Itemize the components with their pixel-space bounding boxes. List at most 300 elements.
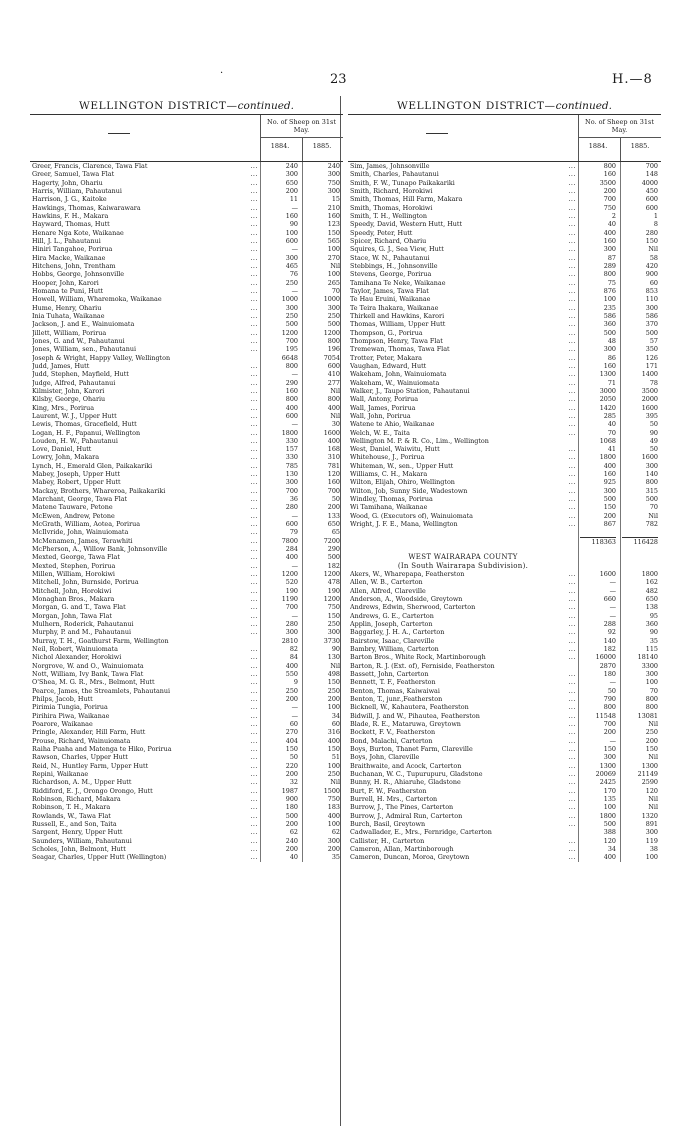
leader-dots: ... [568,794,576,803]
leader-dots: ... [250,536,258,545]
owner-name: Boys, Burton, Thanet Farm, Clareville [350,744,473,753]
owner-name: Bond, Malachi, Carterton [350,736,433,745]
sheep-1884: 195 [285,345,298,354]
sheep-1885: 196 [327,345,340,354]
leader-dots: ... [568,778,576,787]
leader-dots: ... [250,545,258,554]
table-row [30,612,343,620]
table-row [30,237,343,245]
leader-dots: ... [250,286,258,295]
table-row [348,279,661,287]
owner-name: Thirkell and Hawkins, Karori [350,311,445,320]
table-row [348,528,661,536]
table-row [348,162,661,170]
leader-dots: ... [250,811,258,820]
sheep-1884: 700 [285,603,298,612]
leader-dots: ... [568,819,576,828]
owner-name: Reid, N., Huntley Farm, Upper Hutt [32,761,149,770]
sheep-1884: 1800 [281,428,298,437]
owner-name: Hawkins, F. H., Makara [32,211,109,220]
sheep-1885: Nil [648,719,658,728]
owner-name: Smith, T. H., Wellington [350,211,427,220]
table-row [30,412,343,420]
table-row [30,478,343,486]
owner-name: Bidwill, J. and W., Pihautea, Featherston [350,711,480,720]
sheep-1884: 600 [285,236,298,245]
leader-dots: ... [250,819,258,828]
sheep-1885: 100 [327,761,340,770]
sheep-1885: 200 [327,695,340,703]
sheep-1884: 400 [285,553,298,562]
sheep-1885: 150 [327,611,340,620]
table-row [348,495,661,503]
table-row [30,262,343,270]
table-row [348,295,661,303]
sheep-1884: 400 [603,228,616,237]
leader-dots: ... [568,428,576,437]
table-row [348,645,661,653]
leader-dots: ... [250,853,258,862]
table-row [30,170,343,178]
sheep-1884: 404 [285,736,298,745]
owner-name: Wakeham, W., Wainuiomata [350,378,440,387]
sheep-1884: 3000 [599,386,616,395]
table-row [30,220,343,228]
owner-name: Burrow, J., Admiral Run, Carterton [350,811,463,820]
table-row [30,437,343,445]
leader-dots: ... [568,336,576,345]
table-row [30,195,343,203]
sheep-1884: 250 [285,278,298,287]
leader-dots: ... [568,286,576,295]
table-row [348,787,661,795]
sheep-1885: 51 [331,753,340,762]
sheep-1885: 210 [327,203,340,212]
sheep-1884: 2425 [599,778,616,787]
leader-dots: ... [568,511,576,520]
owner-name: Squires, G. J., Sea View, Hutt [350,245,444,254]
sheep-1885: 600 [327,361,340,370]
sheep-1884: 300 [285,253,298,262]
table-row [348,404,661,412]
sheep-1885: 138 [645,603,658,612]
owner-name: Barton, R. J. (Ext. of), Ferniside, Featherston [350,661,495,670]
sheep-1885: 3500 [641,386,658,395]
owner-name: Louden, H. W., Pahautanui [32,436,118,445]
sheep-1884: 84 [289,653,298,662]
table-row [348,503,661,511]
owner-name: Philps, Jacob, Hutt [32,695,93,703]
sheep-1885: 250 [645,728,658,737]
leader-dots: ... [568,361,576,370]
sheep-1885: 265 [327,278,340,287]
sheep-1885: 300 [327,836,340,845]
owner-name: Buchanan, W. C., Tupurupuru, Gladstone [350,769,483,778]
leader-dots: ... [568,478,576,487]
sheep-1884: 800 [285,361,298,370]
sheep-1885: 800 [645,478,658,487]
owner-name: Greer, Francis, Clarence, Tawa Flat [32,162,148,170]
sheep-1885: 7200 [323,536,340,545]
sheep-1884: — [291,611,298,620]
leader-dots: ... [568,853,576,862]
sheep-1885: 800 [327,336,340,345]
owner-name: Allen, Alfred, Clareville [350,586,426,595]
owner-name: Riddiford, E. J., Orongo Orongo, Hutt [32,786,153,795]
leader-dots: ... [250,803,258,812]
table-row [30,795,343,803]
table-row [30,803,343,811]
owner-name: Bicknell, W., Kahautera, Featherston [350,703,469,712]
leader-dots: ... [568,253,576,262]
sheep-1885: 500 [327,553,340,562]
sheep-1885: 450 [645,186,658,195]
sheep-1884: 700 [603,719,616,728]
leader-dots: ... [568,803,576,812]
sheep-1884: 20069 [595,769,616,778]
owner-name: Howell, William, Wharemoka, Waikanae [32,295,162,304]
table-row [30,853,343,861]
table-row [30,812,343,820]
sheep-1885: 500 [645,495,658,504]
sheep-1885: 500 [327,320,340,329]
sheep-1885: 62 [331,828,340,837]
table-row [30,770,343,778]
sheep-1885: 150 [327,678,340,687]
sheep-1885: 1600 [641,453,658,462]
sheep-1884: 180 [285,803,298,812]
leader-dots: ... [568,203,576,212]
owner-name: Akers, W., Wharepapa, Featherston [350,570,465,579]
table-row [348,437,661,445]
leader-dots: ... [568,495,576,504]
leader-dots: ... [250,378,258,387]
sheep-1885: 400 [327,736,340,745]
leader-dots: ... [568,162,576,170]
leader-dots: ... [568,245,576,254]
owner-name: Burrow, J., The Pines, Carterton [350,803,454,812]
sheep-1885: 350 [645,345,658,354]
table-row [348,853,661,861]
sheep-1884: 300 [603,486,616,495]
sheep-1884: 284 [285,545,298,554]
table-row [348,412,661,420]
table-row [348,737,661,745]
sheep-1884: 400 [603,853,616,862]
leader-dots: ... [250,361,258,370]
sheep-1885: 120 [645,786,658,795]
owner-name: Raiha Puaha and Matenga te Hiko, Porirua [32,744,172,753]
table-row [348,728,661,736]
table-row [30,645,343,653]
owner-name: Laurent, W. J., Upper Hutt [32,411,117,420]
sheep-1884: 388 [603,828,616,837]
leader-dots: ... [250,211,258,220]
sheep-1884: 700 [603,195,616,204]
sheep-1884: — [609,603,616,612]
table-row [348,387,661,395]
sheep-1885: 50 [649,420,658,429]
sheep-1884: 135 [603,794,616,803]
sheep-1885: Nil [330,261,340,270]
sheep-1884: 400 [285,661,298,670]
sheep-1884: 9 [293,678,298,687]
table-row [348,678,661,686]
owner-name: O'Shea, M. G. R., Mrs., Belmont, Hutt [32,678,155,687]
table-row [348,478,661,486]
sheep-1884: — [609,578,616,587]
sheep-1885: 162 [645,578,658,587]
table-row [30,762,343,770]
owner-name: Blade, R. E., Mataruwa, Greytown [350,719,461,728]
table-row [348,420,661,428]
sheep-1885: 1200 [323,570,340,579]
sheep-1885: 100 [327,245,340,254]
table-row [30,245,343,253]
leader-dots: ... [250,303,258,312]
table-row [30,379,343,387]
sheep-1885: 3730 [323,636,340,645]
sheep-1885: 240 [327,162,340,170]
sheep-1884: 300 [285,478,298,487]
sheep-1884: 600 [285,411,298,420]
leader-dots: ... [250,386,258,395]
leader-dots: ... [250,670,258,679]
leader-dots: ... [568,836,576,845]
sheep-1884: 92 [607,628,616,637]
table-row [30,229,343,237]
sheep-1885: 160 [327,211,340,220]
sheep-1884: 330 [285,436,298,445]
table-row [30,295,343,303]
sheep-1884: 520 [285,578,298,587]
sheep-1885: 35 [331,853,340,862]
sheep-1885: 34 [331,711,340,720]
table-row [30,204,343,212]
owner-name: Wilton, Job, Sunny Side, Wadestown [350,486,468,495]
leader-dots: ... [250,844,258,853]
owner-name: Jones, G. and W., Pahautanui [32,336,125,345]
leader-dots: ... [250,686,258,695]
owner-name: McIlvride, John, Wainuiomata [32,528,129,537]
sheep-1884: 200 [285,819,298,828]
page-number: 23 [330,72,347,87]
sheep-1884: 150 [603,744,616,753]
left-column [30,100,343,862]
owner-name: Burch, Basil, Greytown [350,819,426,828]
owner-name: Thomas, William, Upper Hutt [350,320,446,329]
owner-name: Whiteman, W., sen., Upper Hutt [350,461,454,470]
sheep-1885: 120 [327,470,340,479]
owner-name: Windley, Thomas, Porirua [350,495,433,504]
owner-name: Pringle, Alexander, Hill Farm, Hutt [32,728,146,737]
sheep-1885: 150 [327,228,340,237]
owner-name: Welch, W. E., Taita [350,428,410,437]
table-row [30,179,343,187]
sheep-1884: 90 [289,220,298,229]
sheep-1884: 500 [603,819,616,828]
sheep-1885: 300 [327,186,340,195]
table-row [30,712,343,720]
sheep-1884: 400 [603,461,616,470]
table-row [30,337,343,345]
owner-name: Marchant, George, Tawa Flat [32,495,128,504]
leader-dots: ... [568,370,576,379]
leader-dots: ... [250,778,258,787]
owner-name: Kilmister, John, Karori [32,386,105,395]
table-row [348,820,661,828]
table-row [348,429,661,437]
sheep-1884: 465 [285,261,298,270]
leader-dots: ... [250,719,258,728]
sheep-1884: 76 [289,270,298,279]
leader-dots: ... [568,320,576,329]
table-row [30,553,343,561]
table-row [30,503,343,511]
sheep-1885: 300 [327,170,340,179]
sheep-1885: 400 [327,436,340,445]
owner-name: Anderson, A., Woodside, Greytown [350,595,463,604]
sheep-1884: 500 [603,495,616,504]
sheep-1885: 65 [331,528,340,537]
leader-dots: ... [568,228,576,237]
owner-name: Stebbings, H., Johnsonville [350,261,438,270]
leader-dots: ... [250,828,258,837]
leader-dots: ... [568,844,576,853]
leader-dots: ... [568,595,576,604]
year-1885-heading: 1885. [312,142,332,150]
owner-name: Burt, F. W., Featherston [350,786,427,795]
total-row [348,537,661,545]
sheep-1884: 157 [285,445,298,454]
owner-name: McEwen, Andrew, Petone [32,511,115,520]
sheep-1884: 2870 [599,661,616,670]
leader-dots: ... [250,595,258,604]
sheep-1884: 100 [603,803,616,812]
table-row [30,395,343,403]
table-row [30,578,343,586]
table-row [348,229,661,237]
leader-dots: ... [250,461,258,470]
owner-name: Smith, F. W., Tunapo Paikakariki [350,178,455,187]
sheep-1885: Nil [648,803,658,812]
table-row [30,370,343,378]
table-row [30,528,343,536]
sheep-1884: 11 [289,195,298,204]
sheep-1885: 130 [327,653,340,662]
leader-dots: ... [250,769,258,778]
sheep-1884: — [291,286,298,295]
owner-name: Rawson, Charles, Upper Hutt [32,753,128,762]
owner-name: Te Hau Eruini, Waikanae [350,295,431,304]
sheep-1885: 700 [645,162,658,170]
owner-name: (In South Wairarapa Subdivision). [397,561,529,570]
owner-name: Baggarley, J. H. A., Carterton [350,628,445,637]
owner-name: Bambry, William, Carterton [350,645,439,654]
owner-name: Mackay, Brothers, Whareroa, Paikakariki [32,486,166,495]
sheep-1885: Nil [648,794,658,803]
sheep-1884: 2 [611,211,616,220]
sheep-1884: 200 [285,769,298,778]
table-row [348,245,661,253]
table-row [30,420,343,428]
table-row [348,254,661,262]
table-row [30,562,343,570]
table-row [30,787,343,795]
sheep-1885: 58 [649,253,658,262]
owner-name: Hume, Henry, Ohariu [32,303,102,312]
sheep-1885: Nil [648,753,658,762]
sheep-1885: 800 [645,703,658,712]
owner-name: Tamihana Te Neke, Waikanae [350,278,446,287]
sheep-1885: 482 [645,586,658,595]
owner-name: Pearce, James, the Streamlets, Pahautanui [32,686,171,695]
table-row [348,695,661,703]
owner-name: Allen, W. B., Carterton [350,578,423,587]
table-row [30,662,343,670]
sheep-1884: 3500 [599,178,616,187]
sheep-1885: 300 [645,461,658,470]
leader-dots: ... [250,445,258,454]
sheep-1884: 330 [285,453,298,462]
leader-dots: ... [250,578,258,587]
leader-dots: ... [250,561,258,570]
sheep-1884: 60 [289,719,298,728]
leader-dots: ... [250,620,258,629]
sheep-1884: 180 [603,670,616,679]
leader-dots: ... [568,761,576,770]
sheep-1884: — [291,203,298,212]
owner-name: Hayward, Thomas, Hutt [32,220,110,229]
table-row [348,187,661,195]
table-row [348,320,661,328]
owner-name: Mexted, George, Tawa Flat [32,553,120,562]
table-row [348,770,661,778]
leader-dots: ... [568,520,576,529]
sheep-1884: 160 [603,361,616,370]
leader-dots: ... [250,586,258,595]
table-row [348,462,661,470]
sheep-1885: 853 [645,286,658,295]
table-row [348,304,661,312]
sheep-1885: 565 [327,236,340,245]
sheep-1884: 120 [603,836,616,845]
leader-dots: ... [568,786,576,795]
sheep-1885: 400 [327,811,340,820]
sheep-1885: 400 [327,403,340,412]
table-row [348,745,661,753]
sheep-1884: 1600 [599,570,616,579]
sheep-1884: 250 [285,311,298,320]
table-row [30,778,343,786]
sheep-1885: Nil [648,511,658,520]
leader-dots: ... [568,178,576,187]
table-row [30,678,343,686]
leader-dots: ... [568,295,576,304]
sheep-1885: 50 [331,495,340,504]
leader-dots: ... [568,703,576,712]
sheep-1884: 140 [603,636,616,645]
table-row [30,470,343,478]
leader-dots: ... [568,769,576,778]
sheep-1884: 200 [285,186,298,195]
sheep-1885: 1 [653,211,658,220]
owner-name: Cameron, Allan, Martinborough [350,844,454,853]
sheep-1884: 11548 [595,711,616,720]
table-row [348,653,661,661]
owner-name: Cadwallader, E., Mrs., Fernridge, Carterton [350,828,492,837]
table-row [30,279,343,287]
